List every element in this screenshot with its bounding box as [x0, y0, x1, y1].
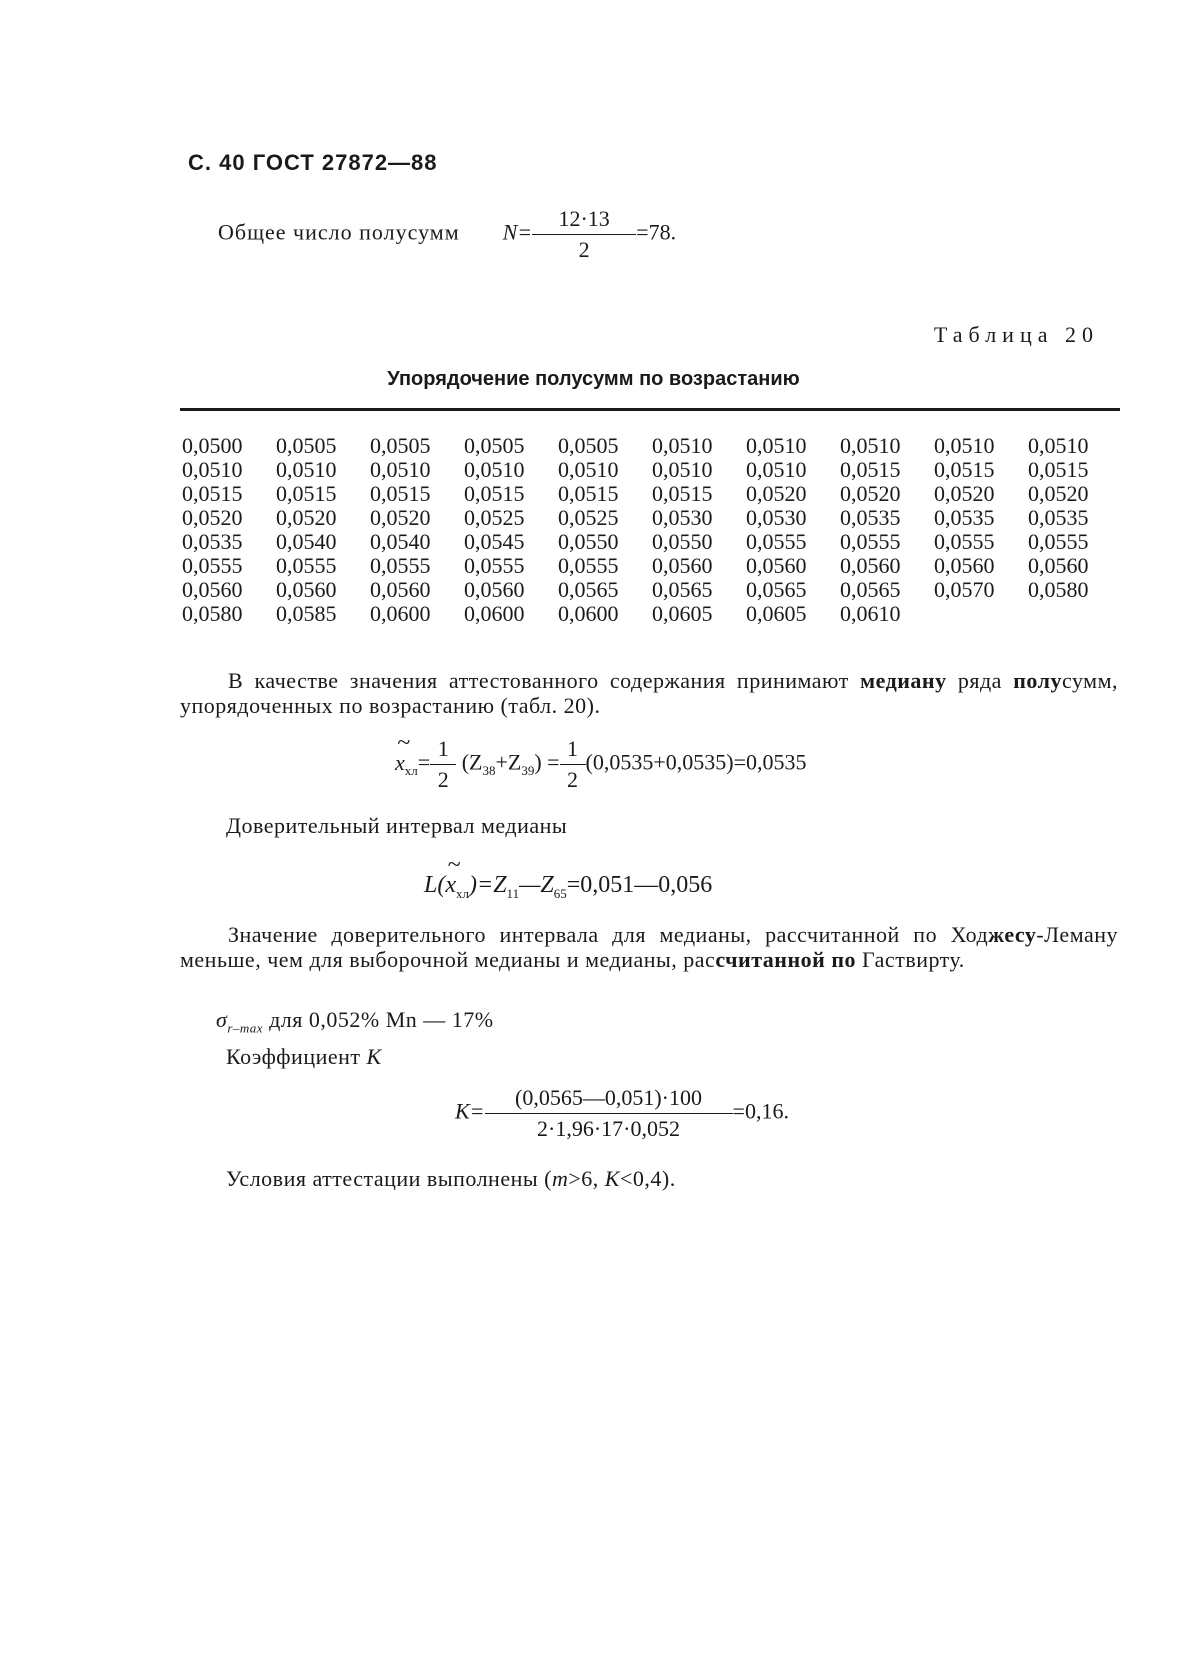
median-frac-den-2: 2 — [567, 767, 579, 792]
total-halfsums-denominator: 2 — [578, 237, 590, 262]
total-halfsums-lhs: N= — [502, 219, 533, 245]
table-cell: 0,0535 — [840, 505, 901, 530]
comparison-bold1: жесу — [988, 922, 1037, 947]
median-z2-sub: 39 — [521, 762, 535, 778]
table-cell: 0,0510 — [840, 433, 901, 458]
table-cell: 0,0555 — [464, 553, 525, 578]
table-cell: 0,0560 — [840, 553, 901, 578]
table-cell: 0,0560 — [934, 553, 995, 578]
table-cell: 0,0510 — [558, 457, 619, 482]
table-cell: 0,0515 — [464, 481, 525, 506]
total-halfsums-fraction — [532, 206, 636, 263]
interval-start: L( — [424, 872, 446, 898]
table-cell: 0,0610 — [840, 601, 901, 626]
table-cell: 0,0555 — [1028, 529, 1089, 554]
table-cell: 0,0555 — [934, 529, 995, 554]
table-cell: 0,0560 — [182, 577, 243, 602]
table-cell: 0,0535 — [934, 505, 995, 530]
table-cell: 0,0515 — [934, 457, 995, 482]
table-cell: 0,0510 — [652, 433, 713, 458]
table-cell: 0,0510 — [1028, 433, 1089, 458]
comparison-part1: Значение доверительного интервала для медианы, рассчитанной по Ход — [228, 922, 989, 947]
coef-denominator: 2·1,96·17·0,052 — [537, 1116, 681, 1141]
table-cell: 0,0570 — [934, 577, 995, 602]
interval-var: ~ x — [445, 872, 456, 899]
interval-var-sub: хл — [456, 885, 469, 901]
median-z1-sub: 38 — [482, 762, 496, 778]
interval-mid: )=Z — [469, 872, 507, 898]
table-title: Упорядочение полусумм по возрастанию — [387, 368, 800, 390]
table-cell: 0,0605 — [746, 601, 807, 626]
median-paragraph-bold1: медиану — [860, 668, 947, 693]
table-cell: 0,0600 — [558, 601, 619, 626]
median-var-sub: хл — [404, 762, 418, 778]
table-cell: 0,0510 — [934, 433, 995, 458]
table-cell: 0,0510 — [652, 457, 713, 482]
table-cell: 0,0540 — [276, 529, 337, 554]
median-var: ~ x — [395, 750, 405, 776]
table-cell: 0,0550 — [652, 529, 713, 554]
table-cell: 0,0520 — [746, 481, 807, 506]
coef-label-var: K — [366, 1044, 382, 1069]
conditions-text: Условия аттестации выполнены ( — [226, 1166, 552, 1191]
table-cell: 0,0520 — [840, 481, 901, 506]
table-cell: 0,0565 — [746, 577, 807, 602]
table-cell: 0,0545 — [464, 529, 525, 554]
table-cell: 0,0560 — [276, 577, 337, 602]
table-cell: 0,0505 — [464, 433, 525, 458]
table-cell: 0,0555 — [558, 553, 619, 578]
sigma-symbol: σ — [216, 1007, 228, 1032]
table-cell: 0,0515 — [558, 481, 619, 506]
table-cell: 0,0555 — [182, 553, 243, 578]
median-frac-num-2: 1 — [560, 736, 586, 765]
table-cell — [1028, 602, 1122, 626]
table-cell: 0,0580 — [182, 601, 243, 626]
median-fraction-2 — [560, 736, 586, 793]
median-eq: = — [417, 749, 431, 775]
table-cell: 0,0585 — [276, 601, 337, 626]
comparison-paragraph — [180, 922, 1118, 972]
sigma-sub: r–max — [227, 1020, 264, 1036]
conditions-m-rest: >6, — [568, 1166, 605, 1191]
table-cell: 0,0520 — [370, 505, 431, 530]
table-cell: 0,0560 — [652, 553, 713, 578]
table-row — [182, 530, 1122, 554]
table-cell: 0,0530 — [746, 505, 807, 530]
table-cell: 0,0605 — [652, 601, 713, 626]
conditions-k: K — [604, 1166, 620, 1191]
table-cell: 0,0600 — [464, 601, 525, 626]
median-paragraph-bold2: полу — [1013, 668, 1062, 693]
median-plus: +Z — [495, 749, 522, 775]
total-halfsums-label: Общее число полусумм — [218, 219, 460, 245]
table-row — [182, 434, 1122, 458]
median-paragraph — [180, 668, 1118, 718]
median-tail: (0,0535+0,0535)=0,0535 — [585, 749, 807, 775]
table-cell: 0,0555 — [840, 529, 901, 554]
table-cell: 0,0510 — [746, 433, 807, 458]
median-formula — [395, 736, 807, 793]
table-cell: 0,0515 — [370, 481, 431, 506]
coef-result: =0,16. — [732, 1098, 789, 1124]
median-paren-open: (Z — [461, 749, 483, 775]
coef-fraction — [485, 1085, 733, 1142]
coef-formula — [455, 1085, 789, 1142]
table-cell: 0,0510 — [746, 457, 807, 482]
table-cell: 0,0565 — [558, 577, 619, 602]
table-cell: 0,0510 — [276, 457, 337, 482]
coef-label-text: Коэффициент — [226, 1044, 367, 1069]
table-cell: 0,0560 — [746, 553, 807, 578]
conditions-k-rest: <0,4). — [619, 1166, 676, 1191]
total-halfsums-result: =78. — [636, 219, 677, 245]
table-cell: 0,0525 — [464, 505, 525, 530]
table-cell — [934, 602, 1028, 626]
table-cell: 0,0515 — [840, 457, 901, 482]
table-cell: 0,0530 — [652, 505, 713, 530]
table-cell: 0,0510 — [370, 457, 431, 482]
table-cell: 0,0560 — [370, 577, 431, 602]
median-paragraph-part3: сумм, упорядоченных по возрастанию (табл. 20). — [180, 668, 1119, 718]
table-cell: 0,0520 — [1028, 481, 1089, 506]
median-frac-den-1: 2 — [437, 767, 449, 792]
coef-numerator: (0,0565—0,051)·100 — [485, 1085, 733, 1114]
conditions-line — [226, 1166, 676, 1192]
table-cell: 0,0515 — [276, 481, 337, 506]
table-cell: 0,0500 — [182, 433, 243, 458]
table-cell: 0,0510 — [182, 457, 243, 482]
page-header: С. 40 ГОСТ 27872—88 — [188, 150, 438, 175]
table-cell: 0,0515 — [182, 481, 243, 506]
table-row — [182, 482, 1122, 506]
table-cell: 0,0540 — [370, 529, 431, 554]
table-cell: 0,0505 — [276, 433, 337, 458]
table-cell: 0,0525 — [558, 505, 619, 530]
table-cell: 0,0520 — [276, 505, 337, 530]
table-row — [182, 554, 1122, 578]
median-paragraph-part1: В качестве значения аттестованного содержания принимают — [228, 668, 861, 693]
median-fraction-1 — [430, 736, 456, 793]
table-cell: 0,0535 — [182, 529, 243, 554]
interval-label: Доверительный интервал медианы — [226, 813, 568, 838]
conditions-m: m — [551, 1166, 569, 1191]
sigma-rest: для 0,052% Mn — 17% — [263, 1007, 494, 1032]
table-cell: 0,0560 — [1028, 553, 1089, 578]
table-cell: 0,0560 — [464, 577, 525, 602]
coef-lhs: K= — [455, 1098, 485, 1124]
table-row — [182, 458, 1122, 482]
table-row — [182, 578, 1122, 602]
interval-tail: =0,051—0,056 — [566, 872, 713, 898]
interval-z2-sub: 65 — [553, 885, 567, 901]
table-cell: 0,0565 — [652, 577, 713, 602]
table-cell: 0,0510 — [464, 457, 525, 482]
table-rule — [180, 408, 1120, 411]
table-cell: 0,0555 — [746, 529, 807, 554]
table-cell: 0,0520 — [934, 481, 995, 506]
halfsums-table — [182, 434, 1122, 626]
interval-dash: —Z — [519, 872, 554, 898]
coef-label — [226, 1044, 382, 1070]
interval-formula — [424, 872, 712, 902]
median-paragraph-part2: ряда — [946, 668, 1014, 693]
median-frac-num-1: 1 — [430, 736, 456, 765]
sigma-line — [216, 1007, 494, 1036]
table-cell: 0,0505 — [558, 433, 619, 458]
table-cell: 0,0565 — [840, 577, 901, 602]
table-cell: 0,0600 — [370, 601, 431, 626]
table-row — [182, 506, 1122, 530]
comparison-bold2: считанной по — [715, 947, 856, 972]
comparison-part2: -Леману меньше, чем для выборочной медианы и медианы, рас — [180, 922, 1118, 972]
table-cell: 0,0555 — [370, 553, 431, 578]
total-halfsums-numerator: 12·13 — [532, 206, 636, 235]
table-cell: 0,0515 — [652, 481, 713, 506]
table-cell: 0,0555 — [276, 553, 337, 578]
median-paren-close: ) = — [534, 749, 560, 775]
total-halfsums-line — [218, 206, 676, 263]
table-cell: 0,0580 — [1028, 577, 1089, 602]
comparison-part3: Гаствирту. — [856, 947, 965, 972]
table-label: Таблица 20 — [933, 322, 1099, 347]
table-cell: 0,0535 — [1028, 505, 1089, 530]
table-cell: 0,0520 — [182, 505, 243, 530]
table-cell: 0,0550 — [558, 529, 619, 554]
table-row — [182, 602, 1122, 626]
table-cell: 0,0515 — [1028, 457, 1089, 482]
table-cell: 0,0505 — [370, 433, 431, 458]
interval-z1-sub: 11 — [506, 885, 520, 901]
